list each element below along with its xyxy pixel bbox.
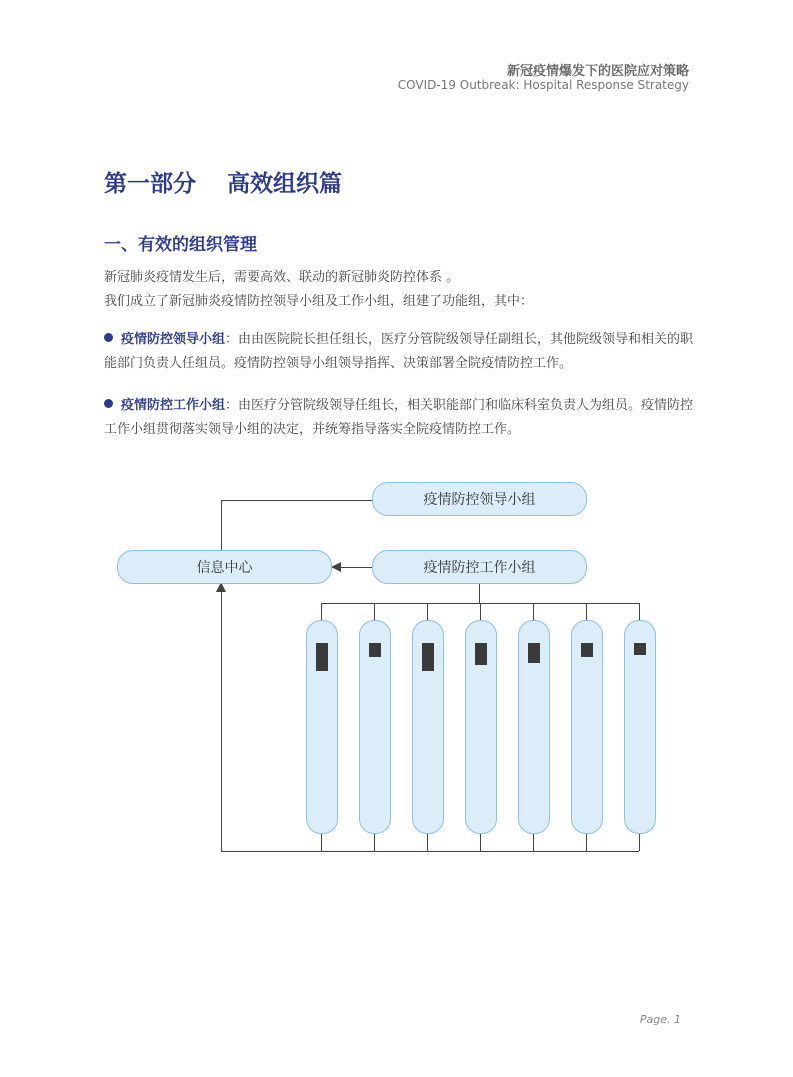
bullet-icon xyxy=(104,333,113,342)
intro-paragraph xyxy=(104,266,694,314)
connector-line xyxy=(586,833,587,851)
intro-line: 我们成立了新冠肺炎疫情防控领导小组及工作小组，组建了功能组，其中： xyxy=(104,294,534,309)
connector-line xyxy=(480,603,481,621)
function-group-box xyxy=(571,620,603,834)
connector-line xyxy=(427,833,428,851)
garbled-label-glyphs xyxy=(581,643,593,657)
header-title-en: COVID-19 Outbreak: Hospital Response Strategy xyxy=(397,78,689,92)
function-group-box xyxy=(306,620,338,834)
bullet-label: 疫情防控领导小组 xyxy=(121,332,226,347)
garbled-label-glyphs xyxy=(422,643,434,671)
connector-line xyxy=(321,603,322,621)
connector-line xyxy=(533,603,534,621)
garbled-label-glyphs xyxy=(528,643,540,663)
function-group-box xyxy=(624,620,656,834)
connector-line xyxy=(374,833,375,851)
section-title: 一、有效的组织管理 xyxy=(104,235,257,255)
bullet-text: ：由由医院院长担任组长，医疗分管院级领导任副组长，其他院级领导和相关的职能部门负责人任组员。疫情防控领导小组领导指挥、决策部署全院疫情防控工作。 xyxy=(104,332,694,371)
function-group-box xyxy=(359,620,391,834)
intro-line: 新冠肺炎疫情发生后，需要高效、联动的新冠肺炎防控体系 。 xyxy=(104,270,460,285)
connector-line xyxy=(374,603,375,621)
garbled-label-glyphs xyxy=(369,643,381,657)
connector-line xyxy=(427,603,428,621)
info-center-box: 信息中心 xyxy=(117,550,332,584)
garbled-label-glyphs xyxy=(316,643,328,671)
header-title-cn: 新冠疫情爆发下的医院应对策略 xyxy=(506,64,689,79)
function-group-box xyxy=(518,620,550,834)
connector-line xyxy=(586,603,587,621)
function-group-box xyxy=(465,620,497,834)
bullet-text: ：由医疗分管院级领导任组长，相关职能部门和临床科室负责人为组员。疫情防控工作小组贯彻落实领导小组的决定，并统筹指导落实全院疫情防控工作。 xyxy=(104,398,694,437)
garbled-label-glyphs xyxy=(475,643,487,665)
connector-line xyxy=(639,603,640,621)
connector-line xyxy=(639,833,640,851)
part-title: 第一部分 高效组织篇 xyxy=(104,171,343,197)
leader-group-box: 疫情防控领导小组 xyxy=(372,482,587,516)
bullet-item xyxy=(104,328,694,376)
page-number: Page. 1 xyxy=(639,1013,681,1026)
garbled-label-glyphs xyxy=(634,643,646,655)
connector-line xyxy=(321,833,322,851)
work-group-box: 疫情防控工作小组 xyxy=(372,550,587,584)
connector-line xyxy=(480,833,481,851)
function-group-box xyxy=(412,620,444,834)
bullet-icon xyxy=(104,399,113,408)
connector-line xyxy=(533,833,534,851)
bullet-label: 疫情防控工作小组 xyxy=(121,398,226,413)
bullet-item xyxy=(104,394,694,442)
